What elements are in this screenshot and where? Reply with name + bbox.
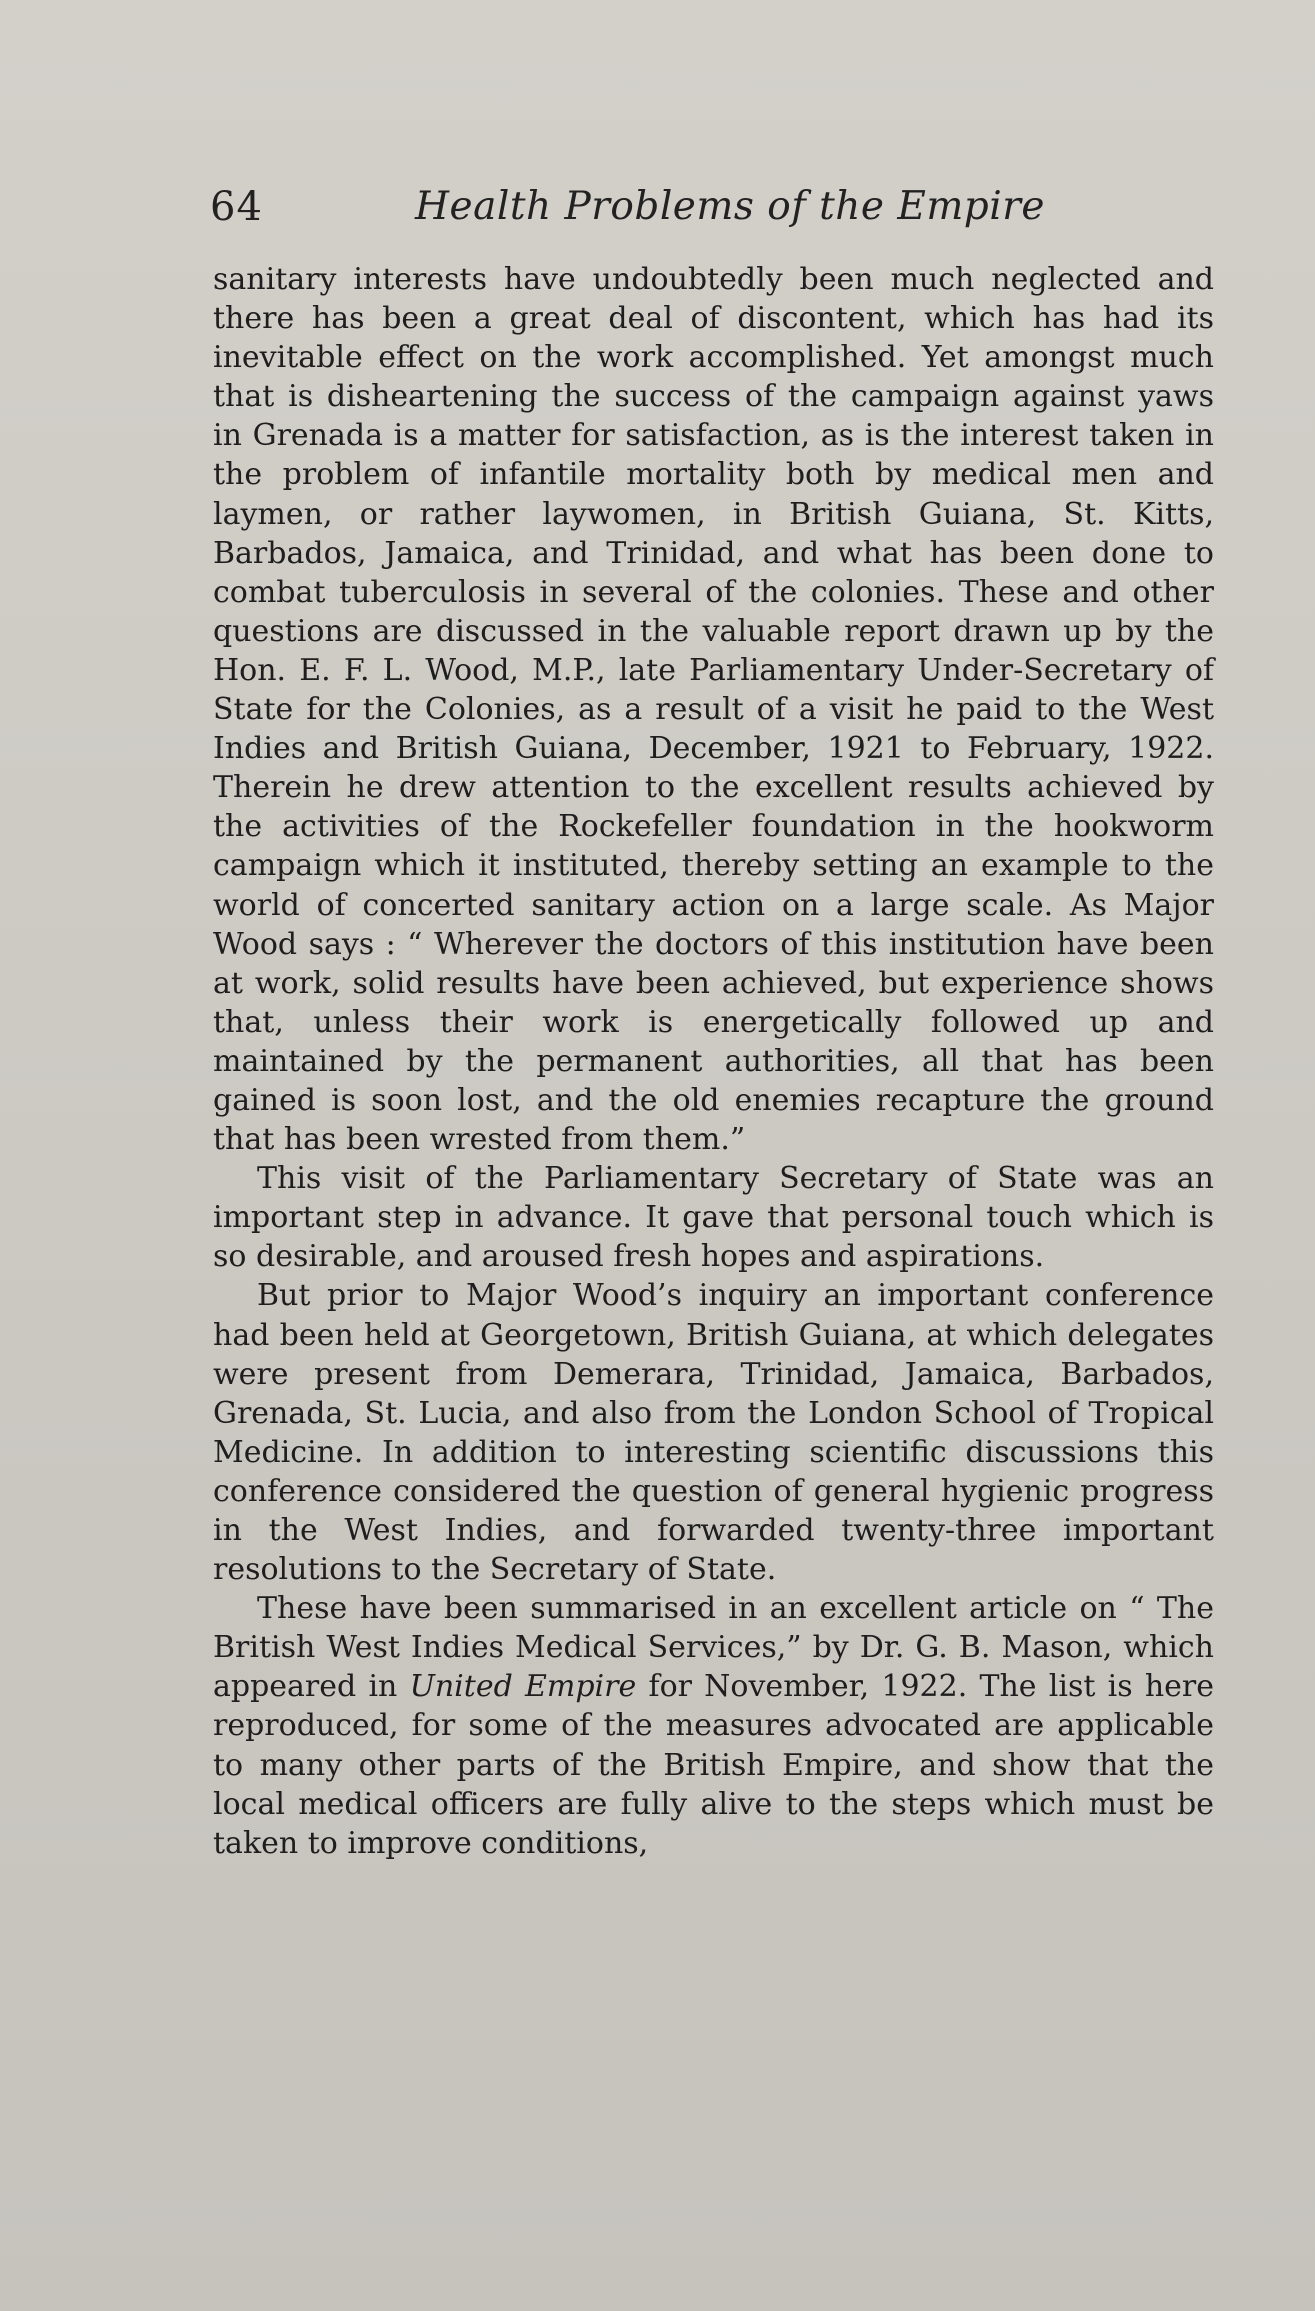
paragraph-text-after: for November, 1922. The list is here reproduced, for some of the measures advocated are applicable to many other parts of the British Empire, and show that the local medical officers are fully alive to the steps which must be taken to improve conditions, [213,1669,1214,1861]
paragraph-parliamentary-visit: This visit of the Parliamentary Secretary of State was an important step in advance. It gave that personal touch which is so desirable, and aroused fresh hopes and aspirations. [213,1161,1214,1275]
paragraph-summary-article [213,1589,1214,1863]
page-number: 64 [210,184,263,230]
paragraph-continuation: sanitary interests have undoubtedly been much neglected and there has been a great deal of discontent, which has had its inevitable effect on the work accomplished. Yet amongst much that is disheartening the success of the campaign against yaws in Grenada is a matter for satisfaction, as is the interest taken in the problem of infantile mortality both by medical men and laymen, or rather laywomen, in British Guiana, St. Kitts, Barbados, Jamaica, and Trinidad, and what has been done to combat tuberculosis in several of the colonies. These and other questions are discussed in the valuable report drawn up by the Hon. E. F. L. Wood, M.P., late Parliamentary Under-Secretary of State for the Colonies, as a result of a visit he paid to the West Indies and British Guiana, December, 1921 to February, 1922. Therein he drew attention to the excellent results achieved by the activities of the Rockefeller foundation in the hookworm campaign which it instituted, thereby setting an example to the world of concerted sanitary action on a large scale. As Major Wood says : “ Wherever the doctors of this institution have been at work, solid results have been achieved, but experience shows that, unless their work is energetically followed up and maintained by the permanent authorities, all that has been gained is soon lost, and the old enemies recapture the ground that has been wrested from them.” [213,262,1214,1158]
publication-title: United Empire [409,1669,637,1705]
running-title: Health Problems of the Empire [415,184,1045,229]
body-text [213,260,1214,1863]
running-header [210,184,1215,244]
paragraph-text-before: These have been summarised in an excellent article on “ The British West Indies Medical Services,” by Dr. G. B. Mason, which appeared in [213,1591,1214,1705]
paragraph-georgetown-conference: But prior to Major Wood’s inquiry an important conference had been held at Georgetown, British Guiana, at which delegates were present from Demerara, Trinidad, Jamaica, Barbados, Grenada, St. Lucia, and also from the London School of Tropical Medicine. In addition to interesting scientific discussions this conference considered the question of general hygienic progress in the West Indies, and forwarded twenty-three important resolutions to the Secretary of State. [213,1278,1214,1588]
